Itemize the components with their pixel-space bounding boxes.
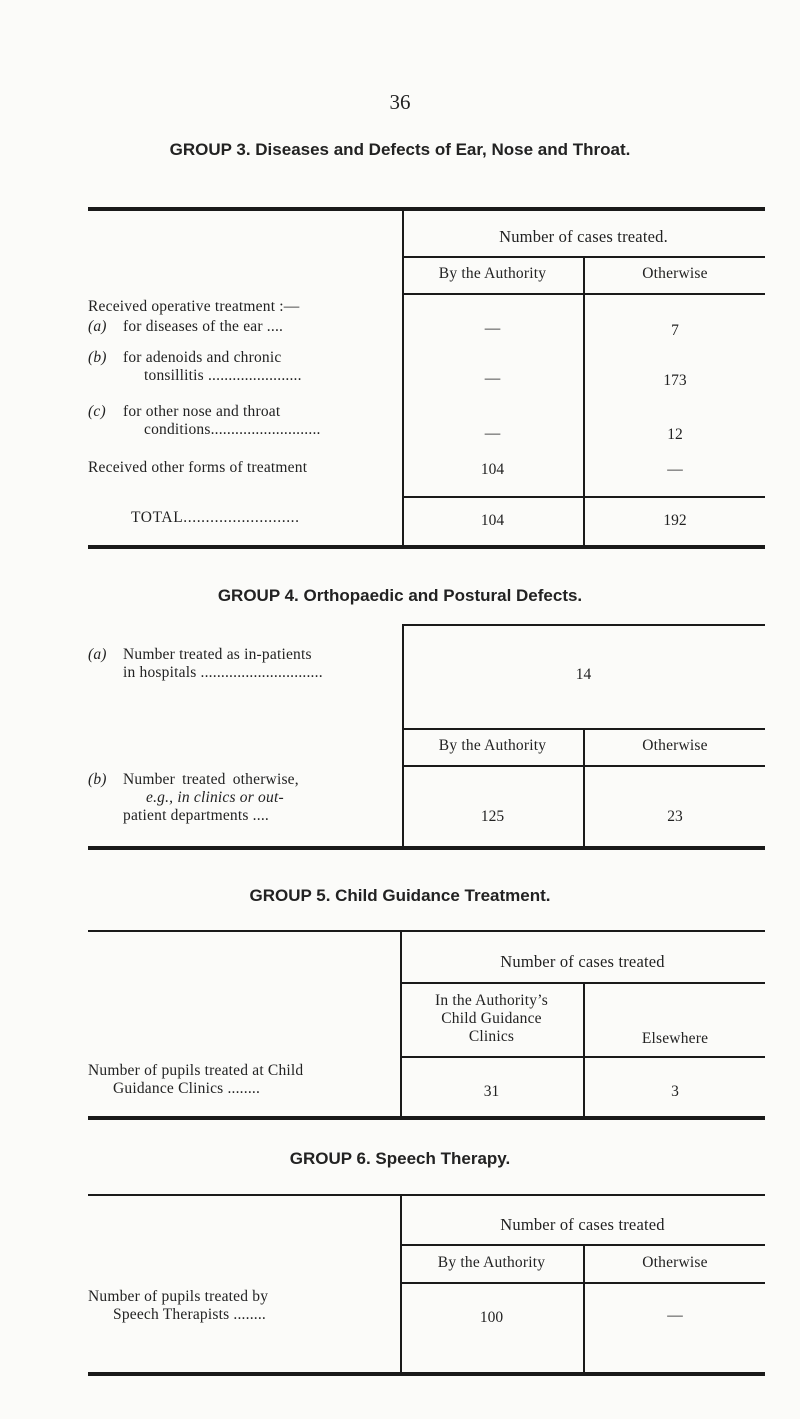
group5-row-elsewhere: 3 xyxy=(671,1083,679,1100)
page-number: 36 xyxy=(389,90,411,114)
group5-header-rule xyxy=(400,982,765,984)
group5-col-authority-3: Clinics xyxy=(468,1028,515,1045)
group3-row-b-authority: — xyxy=(484,370,501,387)
group6-header-rule xyxy=(400,1244,765,1246)
group4-col-otherwise: Otherwise xyxy=(642,737,708,754)
group4-row-a-label: (a) xyxy=(88,646,107,663)
group3-total-label: TOTAL.......................... xyxy=(131,509,300,526)
group3-row-a-otherwise: 7 xyxy=(671,322,679,339)
group3-total-rule xyxy=(402,496,765,498)
group4-row-b-line2: e.g., in clinics or out- xyxy=(146,789,284,806)
group5-col-authority-2: Child Guidance xyxy=(441,1010,542,1027)
group3-col-otherwise: Otherwise xyxy=(642,265,708,282)
group4-row-b-line3: patient departments .... xyxy=(123,807,269,824)
group3-received-operative: Received operative treatment :— xyxy=(88,298,300,315)
group6-row-line1: Number of pupils treated by xyxy=(88,1288,269,1305)
group3-row-a-label: (a) xyxy=(88,318,107,335)
group3-row-a-text: for diseases of the ear .... xyxy=(123,318,284,335)
group6-row-otherwise: — xyxy=(667,1307,683,1324)
group3-title: GROUP 3. Diseases and Defects of Ear, Nose and Throat. xyxy=(169,140,631,159)
group5-subheader-rule xyxy=(400,1056,765,1058)
group4-bottom-rule xyxy=(88,846,765,850)
group3-header-rule xyxy=(402,256,765,258)
group3-row-a-authority: — xyxy=(484,320,501,337)
group4-top-rule xyxy=(402,624,765,626)
group3-row-c-line1: for other nose and throat xyxy=(123,403,281,420)
group4-title: GROUP 4. Orthopaedic and Postural Defects. xyxy=(217,586,583,605)
group4-row-b-otherwise: 23 xyxy=(667,808,683,825)
group3-row-b-label: (b) xyxy=(88,349,107,366)
group4-col-authority: By the Authority xyxy=(438,737,547,754)
group3-other-forms: Received other forms of treatment xyxy=(88,459,308,476)
group4-header-rule xyxy=(402,728,765,730)
group3-row-c-authority: — xyxy=(484,425,501,442)
group5-top-rule xyxy=(88,930,765,932)
group3-header-span: Number of cases treated. xyxy=(499,227,668,246)
group3-other-otherwise: — xyxy=(667,461,683,478)
group4-row-a-line1: Number treated as in-patients xyxy=(123,646,312,663)
group3-other-authority: 104 xyxy=(480,461,505,478)
group5-col-elsewhere: Elsewhere xyxy=(641,1030,709,1047)
group6-bottom-rule xyxy=(88,1372,765,1376)
group4-subheader-rule xyxy=(402,765,765,767)
group3-subheader-rule xyxy=(402,293,765,295)
group5-row-line2: Guidance Clinics ........ xyxy=(113,1080,261,1097)
group5-bottom-rule xyxy=(88,1116,765,1120)
group3-row-b-otherwise: 173 xyxy=(663,372,687,389)
group4-row-b-authority: 125 xyxy=(480,808,505,825)
group5-col-authority-1: In the Authority’s xyxy=(435,992,548,1009)
group3-row-c-label: (c) xyxy=(88,403,106,420)
group6-title: GROUP 6. Speech Therapy. xyxy=(289,1149,511,1168)
group3-row-c-otherwise: 12 xyxy=(667,426,683,443)
group5-row-authority: 31 xyxy=(483,1083,500,1100)
group3-col-divider-2 xyxy=(583,256,585,548)
group3-row-c-line2: conditions........................... xyxy=(144,421,321,438)
group3-top-rule xyxy=(88,207,765,211)
group3-total-authority: 104 xyxy=(480,512,505,529)
group6-row-authority: 100 xyxy=(479,1309,504,1326)
group4-row-b-line1: Number treated otherwise, xyxy=(123,771,299,788)
group3-col-authority: By the Authority xyxy=(438,265,547,282)
group6-header-span: Number of cases treated xyxy=(500,1215,665,1234)
group6-subheader-rule xyxy=(400,1282,765,1284)
group4-row-a-line2: in hospitals .............................. xyxy=(123,664,323,681)
group3-row-b-line1: for adenoids and chronic xyxy=(123,349,282,366)
group3-bottom-rule xyxy=(88,545,765,549)
group5-title: GROUP 5. Child Guidance Treatment. xyxy=(249,886,551,905)
group5-header-span: Number of cases treated xyxy=(500,952,665,971)
group5-row-line1: Number of pupils treated at Child xyxy=(88,1062,304,1079)
group6-row-line2: Speech Therapists ........ xyxy=(113,1306,266,1323)
group3-row-b-line2: tonsillitis ....................... xyxy=(144,367,302,384)
group4-row-a-value: 14 xyxy=(575,666,592,683)
group6-col-authority: By the Authority xyxy=(437,1254,546,1271)
group4-row-b-label: (b) xyxy=(88,771,107,788)
group6-col-otherwise: Otherwise xyxy=(642,1254,708,1271)
group3-total-otherwise: 192 xyxy=(663,512,687,529)
group6-top-rule xyxy=(88,1194,765,1196)
